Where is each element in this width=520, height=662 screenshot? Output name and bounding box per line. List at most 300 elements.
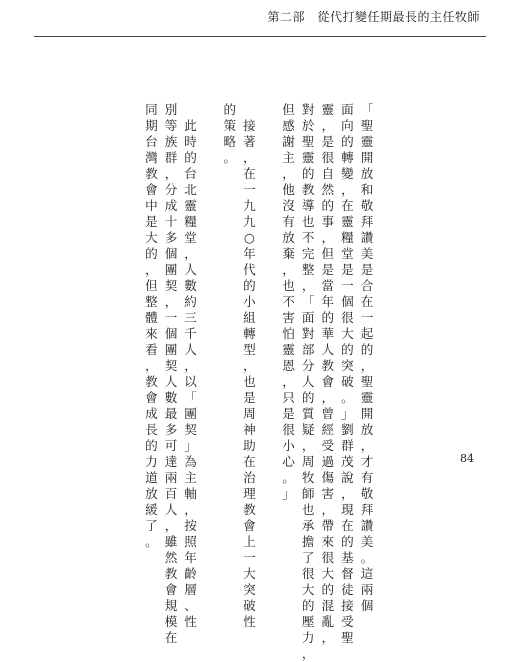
text-glyph: 大 xyxy=(321,566,335,581)
text-glyph: 有 xyxy=(282,214,295,229)
text-glyph: 數 xyxy=(164,390,178,405)
text-glyph: 在 xyxy=(341,518,354,533)
text-glyph: 型 xyxy=(243,342,256,357)
text-glyph: 不 xyxy=(282,294,295,309)
text-glyph: 中 xyxy=(145,198,158,213)
text-glyph: 沒 xyxy=(282,198,295,213)
text-glyph: 對 xyxy=(301,102,315,117)
text-glyph: 壓 xyxy=(301,614,315,629)
text-glyph: 不 xyxy=(301,230,315,245)
page-number: 84 xyxy=(460,452,474,465)
text-glyph: ， xyxy=(164,166,178,181)
text-glyph: 接 xyxy=(243,118,256,133)
text-glyph: 整 xyxy=(301,262,315,277)
text-glyph: 分 xyxy=(164,182,178,197)
text-glyph: 契 xyxy=(184,422,197,437)
text-glyph: ， xyxy=(145,358,158,373)
text-glyph: 代 xyxy=(243,262,256,277)
text-column-4 xyxy=(300,102,316,662)
text-glyph: ， xyxy=(184,358,197,373)
text-glyph: ， xyxy=(341,486,354,501)
text-glyph: 傷 xyxy=(321,470,335,485)
text-glyph: 周 xyxy=(301,454,315,469)
text-glyph: 周 xyxy=(243,406,256,421)
text-glyph: ， xyxy=(301,278,315,293)
text-glyph: 劉 xyxy=(341,422,354,437)
text-glyph: 力 xyxy=(145,454,158,469)
text-glyph: 受 xyxy=(341,614,354,629)
text-glyph: 放 xyxy=(145,486,158,501)
text-glyph: 契 xyxy=(164,358,178,373)
text-glyph: 很 xyxy=(321,150,335,165)
text-glyph: 讚 xyxy=(360,230,374,245)
text-glyph: 堂 xyxy=(184,230,197,245)
text-glyph: 小 xyxy=(243,294,256,309)
text-glyph: 靈 xyxy=(301,150,315,165)
text-glyph: ， xyxy=(282,262,295,277)
text-glyph: 雖 xyxy=(164,534,178,549)
text-glyph: 聖 xyxy=(360,118,374,133)
text-glyph: 性 xyxy=(243,614,256,629)
text-glyph: 大 xyxy=(341,326,354,341)
text-glyph: 的 xyxy=(145,438,158,453)
text-glyph: 是 xyxy=(321,134,335,149)
text-glyph: 的 xyxy=(341,534,354,549)
text-glyph: 規 xyxy=(164,598,178,613)
text-glyph: 轉 xyxy=(243,326,256,341)
text-glyph: 會 xyxy=(243,518,256,533)
text-glyph: 看 xyxy=(145,342,158,357)
text-glyph: 部 xyxy=(301,342,315,357)
text-glyph: 疑 xyxy=(301,422,315,437)
text-glyph: 放 xyxy=(360,166,374,181)
text-column-11 xyxy=(163,102,179,646)
text-glyph: 害 xyxy=(321,486,335,501)
text-glyph: 組 xyxy=(243,310,256,325)
text-glyph: 放 xyxy=(360,422,374,437)
text-glyph: 人 xyxy=(164,502,178,517)
text-glyph: 只 xyxy=(282,390,295,405)
text-glyph: 模 xyxy=(164,614,178,629)
text-glyph: 和 xyxy=(360,182,374,197)
text-glyph: 糧 xyxy=(341,230,354,245)
text-glyph: 教 xyxy=(301,182,315,197)
text-glyph: ， xyxy=(321,118,335,133)
text-glyph: 的 xyxy=(341,134,354,149)
text-glyph: 的 xyxy=(341,342,354,357)
text-glyph: 的 xyxy=(301,598,315,613)
text-glyph: ， xyxy=(145,262,158,277)
text-glyph: 破 xyxy=(243,598,256,613)
text-glyph: 長 xyxy=(145,422,158,437)
text-glyph: 在 xyxy=(243,166,256,181)
text-glyph: ， xyxy=(243,358,256,373)
text-glyph: 。 xyxy=(360,550,374,565)
text-glyph: 兩 xyxy=(164,470,178,485)
text-glyph: 的 xyxy=(243,278,256,293)
text-glyph: 質 xyxy=(301,406,315,421)
text-glyph: 的 xyxy=(321,310,335,325)
text-glyph: 茂 xyxy=(341,454,354,469)
text-glyph: 感 xyxy=(282,118,295,133)
text-glyph: ， xyxy=(321,502,335,517)
text-glyph: 當 xyxy=(321,278,335,293)
text-glyph: 過 xyxy=(321,454,335,469)
text-glyph: 年 xyxy=(243,246,256,261)
text-glyph: 突 xyxy=(243,582,256,597)
text-glyph: 個 xyxy=(164,246,178,261)
text-glyph: 才 xyxy=(360,454,374,469)
text-glyph: 糧 xyxy=(184,214,197,229)
text-glyph xyxy=(241,102,257,118)
text-glyph: 徒 xyxy=(341,582,354,597)
text-glyph: 神 xyxy=(243,422,256,437)
text-glyph: 他 xyxy=(282,182,295,197)
text-glyph: 了 xyxy=(145,518,158,533)
text-glyph: 大 xyxy=(145,230,158,245)
text-glyph: 師 xyxy=(301,486,315,501)
text-glyph: 是 xyxy=(145,214,158,229)
text-glyph: 個 xyxy=(341,294,354,309)
text-glyph: 性 xyxy=(184,614,197,629)
text-column-5 xyxy=(281,102,297,502)
text-glyph: 也 xyxy=(301,502,315,517)
text-glyph: 人 xyxy=(321,342,335,357)
text-glyph: 一 xyxy=(341,278,354,293)
text-glyph: 華 xyxy=(321,326,335,341)
text-glyph: 起 xyxy=(360,326,374,341)
text-glyph: 靈 xyxy=(360,390,374,405)
text-glyph: ， xyxy=(321,230,335,245)
text-glyph: 曾 xyxy=(321,406,335,421)
text-glyph: 十 xyxy=(164,214,178,229)
text-glyph: 人 xyxy=(184,262,197,277)
text-glyph: 向 xyxy=(341,118,354,133)
text-glyph: 的 xyxy=(321,582,335,597)
text-glyph: ， xyxy=(184,502,197,517)
text-glyph: ， xyxy=(321,630,335,645)
text-glyph: 敬 xyxy=(360,486,374,501)
text-glyph: 。 xyxy=(223,150,237,165)
text-glyph: 教 xyxy=(145,166,158,181)
text-glyph: ， xyxy=(301,438,315,453)
text-glyph: 大 xyxy=(243,566,256,581)
text-glyph: 棄 xyxy=(282,246,295,261)
text-glyph: 百 xyxy=(164,486,178,501)
text-glyph: 在 xyxy=(360,294,374,309)
text-glyph: 開 xyxy=(360,150,374,165)
text-glyph: 導 xyxy=(301,198,315,213)
text-glyph: 等 xyxy=(164,118,178,133)
text-glyph: 靈 xyxy=(360,134,374,149)
text-glyph: 來 xyxy=(145,326,158,341)
text-glyph: 在 xyxy=(164,630,178,645)
text-glyph: 個 xyxy=(164,326,178,341)
text-glyph: 有 xyxy=(360,470,374,485)
text-glyph: 團 xyxy=(164,342,178,357)
text-glyph: 可 xyxy=(164,438,178,453)
text-glyph: 拜 xyxy=(360,214,374,229)
text-glyph: 也 xyxy=(282,278,295,293)
text-glyph: 個 xyxy=(360,598,374,613)
text-glyph: 但 xyxy=(145,278,158,293)
text-glyph: 事 xyxy=(321,214,335,229)
text-glyph: 面 xyxy=(301,310,315,325)
text-glyph: ， xyxy=(360,438,374,453)
text-glyph: ， xyxy=(341,182,354,197)
text-glyph: 合 xyxy=(360,278,374,293)
text-glyph: 層 xyxy=(184,582,197,597)
text-glyph: 是 xyxy=(321,262,335,277)
text-column-8 xyxy=(222,102,238,166)
text-glyph: 「 xyxy=(301,294,315,309)
text-glyph: 人 xyxy=(184,342,197,357)
text-glyph: 一 xyxy=(243,182,256,197)
text-glyph: 著 xyxy=(243,134,256,149)
text-glyph: 助 xyxy=(243,438,256,453)
text-glyph: 的 xyxy=(321,198,335,213)
text-glyph: 為 xyxy=(184,454,197,469)
text-glyph: 主 xyxy=(184,470,197,485)
text-glyph: 也 xyxy=(301,214,315,229)
text-glyph: 」 xyxy=(282,486,295,501)
text-glyph: 經 xyxy=(321,422,335,437)
text-glyph: 三 xyxy=(184,310,197,325)
text-glyph: 是 xyxy=(360,262,374,277)
text-glyph: 破 xyxy=(341,374,354,389)
text-glyph: 九 xyxy=(243,198,256,213)
running-head: 第二部 從代打變任期最長的主任牧師 xyxy=(267,10,480,24)
text-glyph: 自 xyxy=(321,166,335,181)
text-glyph: 教 xyxy=(164,566,178,581)
text-glyph: 聖 xyxy=(341,630,354,645)
text-glyph: 在 xyxy=(341,198,354,213)
text-glyph: 美 xyxy=(360,534,374,549)
text-glyph: 團 xyxy=(184,406,197,421)
text-glyph: 的 xyxy=(184,150,197,165)
text-glyph: 年 xyxy=(184,550,197,565)
text-glyph: 來 xyxy=(321,534,335,549)
text-glyph: 也 xyxy=(243,374,256,389)
text-glyph: 面 xyxy=(341,102,354,117)
text-glyph: 力 xyxy=(301,630,315,645)
vertical-text-body xyxy=(140,102,375,661)
text-glyph: 但 xyxy=(321,246,335,261)
text-column-1 xyxy=(359,102,375,614)
text-glyph: 上 xyxy=(243,534,256,549)
text-glyph: 會 xyxy=(145,182,158,197)
text-glyph: 人 xyxy=(301,374,315,389)
text-glyph: ， xyxy=(164,294,178,309)
text-glyph: 了 xyxy=(301,550,315,565)
text-glyph: 治 xyxy=(243,470,256,485)
text-column-7 xyxy=(241,102,257,630)
text-glyph: 」 xyxy=(184,438,197,453)
text-glyph: 亂 xyxy=(321,614,335,629)
text-glyph: 。 xyxy=(282,470,295,485)
text-glyph: 年 xyxy=(321,294,335,309)
text-glyph: 會 xyxy=(321,374,335,389)
text-glyph: 美 xyxy=(360,246,374,261)
text-column-12 xyxy=(143,102,159,550)
text-glyph: 是 xyxy=(341,262,354,277)
text-glyph: 基 xyxy=(341,550,354,565)
text-glyph: 開 xyxy=(360,406,374,421)
text-glyph: ， xyxy=(321,390,335,405)
text-glyph: 轉 xyxy=(341,150,354,165)
text-glyph: 北 xyxy=(184,182,197,197)
text-glyph: 契 xyxy=(164,278,178,293)
text-glyph: 然 xyxy=(321,182,335,197)
text-glyph: 靈 xyxy=(282,342,295,357)
text-glyph: 承 xyxy=(301,518,315,533)
text-glyph: 別 xyxy=(164,102,178,117)
text-glyph: 教 xyxy=(243,502,256,517)
text-column-2 xyxy=(339,102,355,646)
text-glyph: ， xyxy=(164,518,178,533)
text-glyph: 人 xyxy=(164,374,178,389)
text-glyph: 這 xyxy=(360,566,374,581)
text-glyph: 接 xyxy=(341,598,354,613)
text-glyph: 教 xyxy=(145,374,158,389)
text-glyph: 台 xyxy=(145,134,158,149)
text-glyph: 然 xyxy=(164,550,178,565)
text-glyph: 受 xyxy=(321,438,335,453)
text-glyph: 聖 xyxy=(301,134,315,149)
text-glyph: 千 xyxy=(184,326,197,341)
text-glyph: 的 xyxy=(145,246,158,261)
text-glyph: 緩 xyxy=(145,502,158,517)
text-glyph: 齡 xyxy=(184,566,197,581)
text-glyph: 群 xyxy=(164,150,178,165)
text-glyph: 靈 xyxy=(341,214,354,229)
text-glyph: 一 xyxy=(164,310,178,325)
text-glyph: 道 xyxy=(145,470,158,485)
text-glyph: 心 xyxy=(282,454,295,469)
header-rule xyxy=(34,36,486,37)
text-glyph: 群 xyxy=(341,438,354,453)
text-glyph: 最 xyxy=(164,406,178,421)
text-glyph: 成 xyxy=(164,198,178,213)
text-glyph: ， xyxy=(282,374,295,389)
text-glyph: ， xyxy=(301,646,315,661)
text-glyph: 族 xyxy=(164,134,178,149)
text-glyph: 的 xyxy=(360,342,374,357)
text-glyph: 多 xyxy=(164,422,178,437)
text-glyph: 混 xyxy=(321,598,335,613)
text-glyph: 按 xyxy=(184,518,197,533)
text-column-3 xyxy=(320,102,336,646)
text-glyph: 讚 xyxy=(360,518,374,533)
text-glyph: 的 xyxy=(223,102,237,117)
text-glyph: 拜 xyxy=(360,502,374,517)
text-glyph: 很 xyxy=(282,422,295,437)
text-glyph: 牧 xyxy=(301,470,315,485)
text-glyph: 突 xyxy=(341,358,354,373)
text-glyph: 大 xyxy=(301,582,315,597)
text-glyph: 怕 xyxy=(282,326,295,341)
text-glyph: 兩 xyxy=(360,582,374,597)
text-glyph: 一 xyxy=(243,550,256,565)
text-glyph: 但 xyxy=(282,102,295,117)
text-glyph: 的 xyxy=(301,390,315,405)
text-glyph: 同 xyxy=(145,102,158,117)
text-glyph: 堂 xyxy=(341,246,354,261)
text-glyph: 灣 xyxy=(145,150,158,165)
text-glyph: 、 xyxy=(184,598,197,613)
text-glyph: 很 xyxy=(321,550,335,565)
text-glyph: 團 xyxy=(164,262,178,277)
text-glyph: 謝 xyxy=(282,134,295,149)
text-glyph: 策 xyxy=(223,118,237,133)
text-glyph: 略 xyxy=(223,134,237,149)
text-glyph: 現 xyxy=(341,502,354,517)
text-glyph: 照 xyxy=(184,534,197,549)
text-glyph: 很 xyxy=(301,566,315,581)
text-glyph: 擔 xyxy=(301,534,315,549)
text-glyph: 體 xyxy=(145,310,158,325)
text-glyph: 恩 xyxy=(282,358,295,373)
text-glyph: 分 xyxy=(301,358,315,373)
text-glyph: 帶 xyxy=(321,518,335,533)
text-glyph: 時 xyxy=(184,134,197,149)
text-glyph: 害 xyxy=(282,310,295,325)
text-glyph: 教 xyxy=(321,358,335,373)
text-glyph: ， xyxy=(282,166,295,181)
text-glyph: 。 xyxy=(341,390,354,405)
text-glyph: 會 xyxy=(145,390,158,405)
text-glyph: 完 xyxy=(301,246,315,261)
text-glyph: 理 xyxy=(243,486,256,501)
text-glyph: 對 xyxy=(301,326,315,341)
text-glyph: 成 xyxy=(145,406,158,421)
text-glyph: 督 xyxy=(341,566,354,581)
text-glyph: 此 xyxy=(184,118,197,133)
text-glyph: 會 xyxy=(164,582,178,597)
text-glyph: ○ xyxy=(243,230,255,245)
text-glyph: 「 xyxy=(184,390,197,405)
text-glyph: 主 xyxy=(282,150,295,165)
text-glyph: 「 xyxy=(360,102,374,117)
text-glyph: 九 xyxy=(243,214,256,229)
text-glyph: 在 xyxy=(243,454,256,469)
text-glyph: 放 xyxy=(282,230,295,245)
text-glyph: 聖 xyxy=(360,374,374,389)
text-glyph: 很 xyxy=(341,310,354,325)
text-glyph: 變 xyxy=(341,166,354,181)
text-glyph xyxy=(183,102,199,118)
text-glyph: 數 xyxy=(184,278,197,293)
text-column-10 xyxy=(183,102,199,630)
text-glyph: 。 xyxy=(145,534,158,549)
text-glyph: 說 xyxy=(341,470,354,485)
text-glyph: 整 xyxy=(145,294,158,309)
text-glyph: 多 xyxy=(164,230,178,245)
text-glyph: 的 xyxy=(301,166,315,181)
text-glyph: 於 xyxy=(301,118,315,133)
text-glyph: 台 xyxy=(184,166,197,181)
text-glyph: 期 xyxy=(145,118,158,133)
text-glyph: 敬 xyxy=(360,198,374,213)
text-glyph: 軸 xyxy=(184,486,197,501)
text-glyph: 靈 xyxy=(321,102,335,117)
text-glyph: ， xyxy=(184,246,197,261)
text-glyph: 是 xyxy=(243,390,256,405)
text-glyph: 一 xyxy=(360,310,374,325)
text-glyph: 達 xyxy=(164,454,178,469)
text-glyph: ， xyxy=(360,358,374,373)
text-glyph: 約 xyxy=(184,294,197,309)
